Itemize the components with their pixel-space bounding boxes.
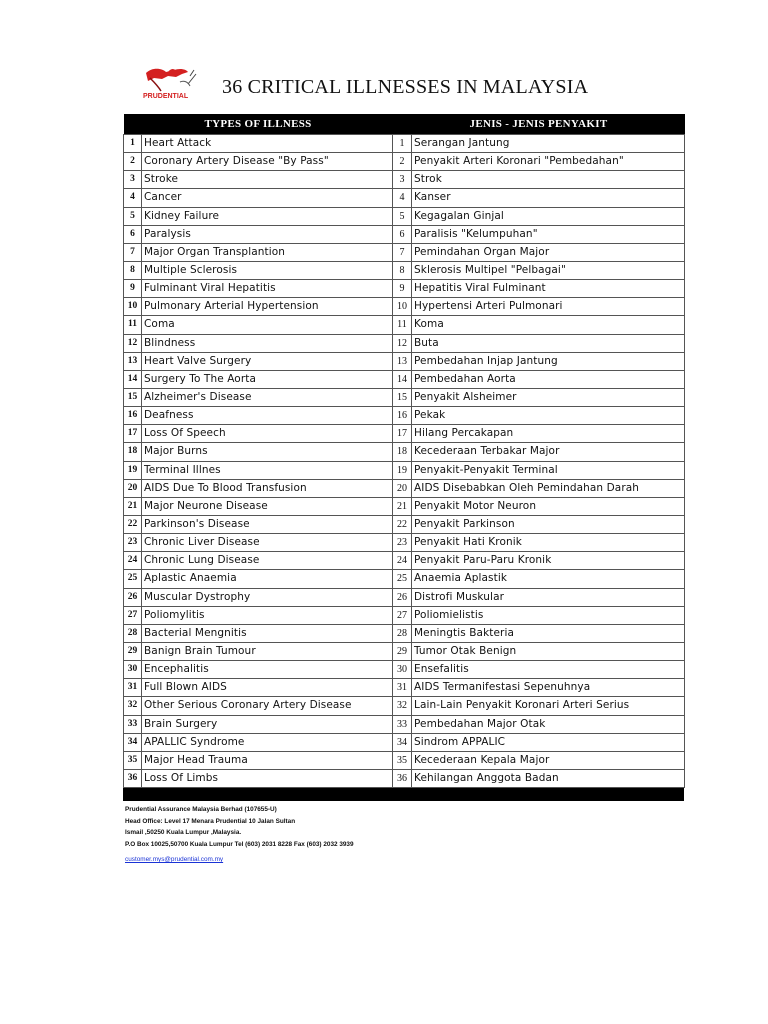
table-row bbox=[124, 425, 685, 443]
illness-name-ms: Ensefalitis bbox=[412, 661, 685, 679]
row-number: 18 bbox=[124, 443, 142, 461]
table-row bbox=[124, 334, 685, 352]
row-number: 35 bbox=[124, 751, 142, 769]
row-number: 23 bbox=[124, 534, 142, 552]
table-row bbox=[124, 407, 685, 425]
illness-name-en: Loss Of Limbs bbox=[142, 769, 393, 787]
row-number-ms: 17 bbox=[393, 425, 412, 443]
row-number-ms: 2 bbox=[393, 153, 412, 171]
illness-name-en: Other Serious Coronary Artery Disease bbox=[142, 697, 393, 715]
illness-name-ms: Sindrom APPALIC bbox=[412, 733, 685, 751]
table-row bbox=[124, 679, 685, 697]
illness-name-ms: Pemindahan Organ Major bbox=[412, 243, 685, 261]
illness-name-en: Kidney Failure bbox=[142, 207, 393, 225]
table-row bbox=[124, 715, 685, 733]
illness-name-ms: Pembedahan Aorta bbox=[412, 370, 685, 388]
row-number-ms: 31 bbox=[393, 679, 412, 697]
table-row bbox=[124, 261, 685, 279]
table-row bbox=[124, 570, 685, 588]
illness-name-en: Banign Brain Tumour bbox=[142, 642, 393, 660]
row-number-ms: 11 bbox=[393, 316, 412, 334]
table-row bbox=[124, 606, 685, 624]
illness-name-en: Heart Attack bbox=[142, 135, 393, 153]
illness-name-en: Heart Valve Surgery bbox=[142, 352, 393, 370]
svg-text:PRUDENTIAL: PRUDENTIAL bbox=[143, 93, 189, 100]
table-row bbox=[124, 733, 685, 751]
header-jenis-penyakit: JENIS - JENIS PENYAKIT bbox=[393, 114, 685, 135]
row-number-ms: 9 bbox=[393, 280, 412, 298]
row-number-ms: 20 bbox=[393, 479, 412, 497]
illness-name-ms: Kecederaan Kepala Major bbox=[412, 751, 685, 769]
row-number-ms: 8 bbox=[393, 261, 412, 279]
row-number: 6 bbox=[124, 225, 142, 243]
row-number: 19 bbox=[124, 461, 142, 479]
row-number: 2 bbox=[124, 153, 142, 171]
illness-name-en: Cancer bbox=[142, 189, 393, 207]
table-row bbox=[124, 443, 685, 461]
illness-name-en: Major Organ Transplantion bbox=[142, 243, 393, 261]
row-number: 16 bbox=[124, 407, 142, 425]
table-header-row bbox=[124, 114, 685, 135]
row-number: 15 bbox=[124, 388, 142, 406]
table-row bbox=[124, 243, 685, 261]
row-number: 27 bbox=[124, 606, 142, 624]
table-row bbox=[124, 352, 685, 370]
illness-name-ms: Penyakit Motor Neuron bbox=[412, 497, 685, 515]
illness-name-en: Multiple Sclerosis bbox=[142, 261, 393, 279]
table-row bbox=[124, 388, 685, 406]
illness-name-ms: Distrofi Muskular bbox=[412, 588, 685, 606]
illness-name-ms: Kegagalan Ginjal bbox=[412, 207, 685, 225]
illness-name-en: Parkinson's Disease bbox=[142, 515, 393, 533]
row-number: 9 bbox=[124, 280, 142, 298]
illness-name-en: Loss Of Speech bbox=[142, 425, 393, 443]
illness-name-en: Muscular Dystrophy bbox=[142, 588, 393, 606]
row-number: 12 bbox=[124, 334, 142, 352]
email-link[interactable]: customer.mys@prudential.com.my bbox=[125, 856, 224, 864]
row-number-ms: 26 bbox=[393, 588, 412, 606]
row-number: 10 bbox=[124, 298, 142, 316]
table-row bbox=[124, 479, 685, 497]
illness-table bbox=[123, 114, 684, 801]
table-row bbox=[124, 189, 685, 207]
illness-name-ms: Buta bbox=[412, 334, 685, 352]
illness-name-en: Fulminant Viral Hepatitis bbox=[142, 280, 393, 298]
row-number-ms: 34 bbox=[393, 733, 412, 751]
table-row bbox=[124, 534, 685, 552]
illness-name-en: Bacterial Mengnitis bbox=[142, 624, 393, 642]
row-number-ms: 1 bbox=[393, 135, 412, 153]
table-row bbox=[124, 225, 685, 243]
table-row bbox=[124, 515, 685, 533]
illness-name-ms: Kehilangan Anggota Badan bbox=[412, 769, 685, 787]
illness-name-ms: Penyakit Arteri Koronari "Pembedahan" bbox=[412, 153, 685, 171]
illness-name-ms: Lain-Lain Penyakit Koronari Arteri Serius bbox=[412, 697, 685, 715]
illness-name-ms: Pekak bbox=[412, 407, 685, 425]
row-number-ms: 15 bbox=[393, 388, 412, 406]
illness-name-en: Terminal Illnes bbox=[142, 461, 393, 479]
head-office-line-1: Head Office: Level 17 Menara Prudential 10 Jalan Sultan bbox=[125, 817, 296, 825]
illness-name-en: Chronic Liver Disease bbox=[142, 534, 393, 552]
row-number: 29 bbox=[124, 642, 142, 660]
table-row bbox=[124, 171, 685, 189]
table-row bbox=[124, 769, 685, 787]
row-number-ms: 29 bbox=[393, 642, 412, 660]
illness-name-ms: Penyakit Alsheimer bbox=[412, 388, 685, 406]
row-number-ms: 7 bbox=[393, 243, 412, 261]
illness-name-en: Full Blown AIDS bbox=[142, 679, 393, 697]
row-number-ms: 21 bbox=[393, 497, 412, 515]
row-number: 24 bbox=[124, 552, 142, 570]
head-office-line-2: Ismail ,50250 Kuala Lumpur ,Malaysia. bbox=[125, 829, 242, 837]
illness-name-en: Stroke bbox=[142, 171, 393, 189]
illness-name-en: Blindness bbox=[142, 334, 393, 352]
table-footer-bar bbox=[123, 788, 684, 801]
illness-name-en: Major Neurone Disease bbox=[142, 497, 393, 515]
row-number: 31 bbox=[124, 679, 142, 697]
table-row bbox=[124, 642, 685, 660]
illness-name-ms: Penyakit Paru-Paru Kronik bbox=[412, 552, 685, 570]
illness-name-ms: Anaemia Aplastik bbox=[412, 570, 685, 588]
illness-name-ms: Penyakit Hati Kronik bbox=[412, 534, 685, 552]
illness-name-en: Chronic Lung Disease bbox=[142, 552, 393, 570]
row-number: 32 bbox=[124, 697, 142, 715]
row-number: 11 bbox=[124, 316, 142, 334]
row-number-ms: 10 bbox=[393, 298, 412, 316]
table-row bbox=[124, 153, 685, 171]
row-number-ms: 32 bbox=[393, 697, 412, 715]
row-number: 3 bbox=[124, 171, 142, 189]
illness-name-ms: Poliomielistis bbox=[412, 606, 685, 624]
row-number: 7 bbox=[124, 243, 142, 261]
row-number-ms: 12 bbox=[393, 334, 412, 352]
row-number-ms: 19 bbox=[393, 461, 412, 479]
illness-name-ms: Hypertensi Arteri Pulmonari bbox=[412, 298, 685, 316]
illness-name-en: Surgery To The Aorta bbox=[142, 370, 393, 388]
illness-name-ms: Tumor Otak Benign bbox=[412, 642, 685, 660]
row-number: 26 bbox=[124, 588, 142, 606]
illness-name-en: Coma bbox=[142, 316, 393, 334]
row-number-ms: 3 bbox=[393, 171, 412, 189]
row-number: 28 bbox=[124, 624, 142, 642]
illness-name-ms: Penyakit Parkinson bbox=[412, 515, 685, 533]
row-number: 34 bbox=[124, 733, 142, 751]
table-row bbox=[124, 751, 685, 769]
row-number: 8 bbox=[124, 261, 142, 279]
illness-name-en: Major Burns bbox=[142, 443, 393, 461]
row-number-ms: 36 bbox=[393, 769, 412, 787]
row-number: 17 bbox=[124, 425, 142, 443]
table-row bbox=[124, 697, 685, 715]
table-row bbox=[124, 207, 685, 225]
row-number: 25 bbox=[124, 570, 142, 588]
row-number: 20 bbox=[124, 479, 142, 497]
table-row bbox=[124, 316, 685, 334]
table-row bbox=[124, 280, 685, 298]
illness-name-ms: Kanser bbox=[412, 189, 685, 207]
row-number-ms: 16 bbox=[393, 407, 412, 425]
company-footer bbox=[125, 804, 445, 866]
table-row bbox=[124, 624, 685, 642]
illness-name-ms: Penyakit-Penyakit Terminal bbox=[412, 461, 685, 479]
row-number-ms: 4 bbox=[393, 189, 412, 207]
table-row bbox=[124, 135, 685, 153]
illness-name-en: Aplastic Anaemia bbox=[142, 570, 393, 588]
illness-name-en: Encephalitis bbox=[142, 661, 393, 679]
po-box-line: P.O Box 10025,50700 Kuala Lumpur Tel (603) 2031 8228 Fax (603) 2032 3939 bbox=[125, 840, 354, 848]
table-row bbox=[124, 298, 685, 316]
table-row bbox=[124, 661, 685, 679]
illness-name-en: APALLIC Syndrome bbox=[142, 733, 393, 751]
illness-name-ms: Meningtis Bakteria bbox=[412, 624, 685, 642]
row-number: 4 bbox=[124, 189, 142, 207]
row-number: 33 bbox=[124, 715, 142, 733]
row-number-ms: 23 bbox=[393, 534, 412, 552]
row-number-ms: 33 bbox=[393, 715, 412, 733]
row-number-ms: 22 bbox=[393, 515, 412, 533]
illness-name-ms: Sklerosis Multipel "Pelbagai" bbox=[412, 261, 685, 279]
row-number-ms: 25 bbox=[393, 570, 412, 588]
row-number: 1 bbox=[124, 135, 142, 153]
table-row bbox=[124, 552, 685, 570]
company-name: Prudential Assurance Malaysia Berhad (107655-U) bbox=[125, 806, 277, 813]
row-number: 13 bbox=[124, 352, 142, 370]
illness-name-en: Coronary Artery Disease "By Pass" bbox=[142, 153, 393, 171]
row-number-ms: 5 bbox=[393, 207, 412, 225]
illness-name-en: Pulmonary Arterial Hypertension bbox=[142, 298, 393, 316]
row-number-ms: 6 bbox=[393, 225, 412, 243]
illness-name-ms: Serangan Jantung bbox=[412, 135, 685, 153]
row-number-ms: 30 bbox=[393, 661, 412, 679]
illness-name-ms: Hepatitis Viral Fulminant bbox=[412, 280, 685, 298]
illness-name-ms: Kecederaan Terbakar Major bbox=[412, 443, 685, 461]
illness-name-en: Poliomylitis bbox=[142, 606, 393, 624]
row-number: 30 bbox=[124, 661, 142, 679]
row-number: 22 bbox=[124, 515, 142, 533]
illness-name-ms: Pembedahan Injap Jantung bbox=[412, 352, 685, 370]
illness-name-en: Brain Surgery bbox=[142, 715, 393, 733]
row-number-ms: 27 bbox=[393, 606, 412, 624]
table-row bbox=[124, 497, 685, 515]
illness-name-ms: Paralisis "Kelumpuhan" bbox=[412, 225, 685, 243]
illness-name-en: Deafness bbox=[142, 407, 393, 425]
row-number: 21 bbox=[124, 497, 142, 515]
illness-name-ms: AIDS Disebabkan Oleh Pemindahan Darah bbox=[412, 479, 685, 497]
row-number-ms: 14 bbox=[393, 370, 412, 388]
row-number: 36 bbox=[124, 769, 142, 787]
row-number-ms: 13 bbox=[393, 352, 412, 370]
table-row bbox=[124, 370, 685, 388]
row-number: 5 bbox=[124, 207, 142, 225]
illness-name-en: Paralysis bbox=[142, 225, 393, 243]
illness-name-ms: Pembedahan Major Otak bbox=[412, 715, 685, 733]
illness-name-en: Alzheimer's Disease bbox=[142, 388, 393, 406]
header-types-of-illness: TYPES OF ILLNESS bbox=[124, 114, 393, 135]
row-number: 14 bbox=[124, 370, 142, 388]
illness-name-ms: AIDS Termanifestasi Sepenuhnya bbox=[412, 679, 685, 697]
illness-name-ms: Hilang Percakapan bbox=[412, 425, 685, 443]
row-number-ms: 24 bbox=[393, 552, 412, 570]
row-number-ms: 35 bbox=[393, 751, 412, 769]
prudential-logo bbox=[128, 64, 204, 100]
illness-name-ms: Koma bbox=[412, 316, 685, 334]
table-row bbox=[124, 588, 685, 606]
row-number-ms: 18 bbox=[393, 443, 412, 461]
illness-name-en: Major Head Trauma bbox=[142, 751, 393, 769]
illness-name-en: AIDS Due To Blood Transfusion bbox=[142, 479, 393, 497]
page-title: 36 CRITICAL ILLNESSES IN MALAYSIA bbox=[222, 76, 589, 98]
table-row bbox=[124, 461, 685, 479]
row-number-ms: 28 bbox=[393, 624, 412, 642]
illness-name-ms: Strok bbox=[412, 171, 685, 189]
